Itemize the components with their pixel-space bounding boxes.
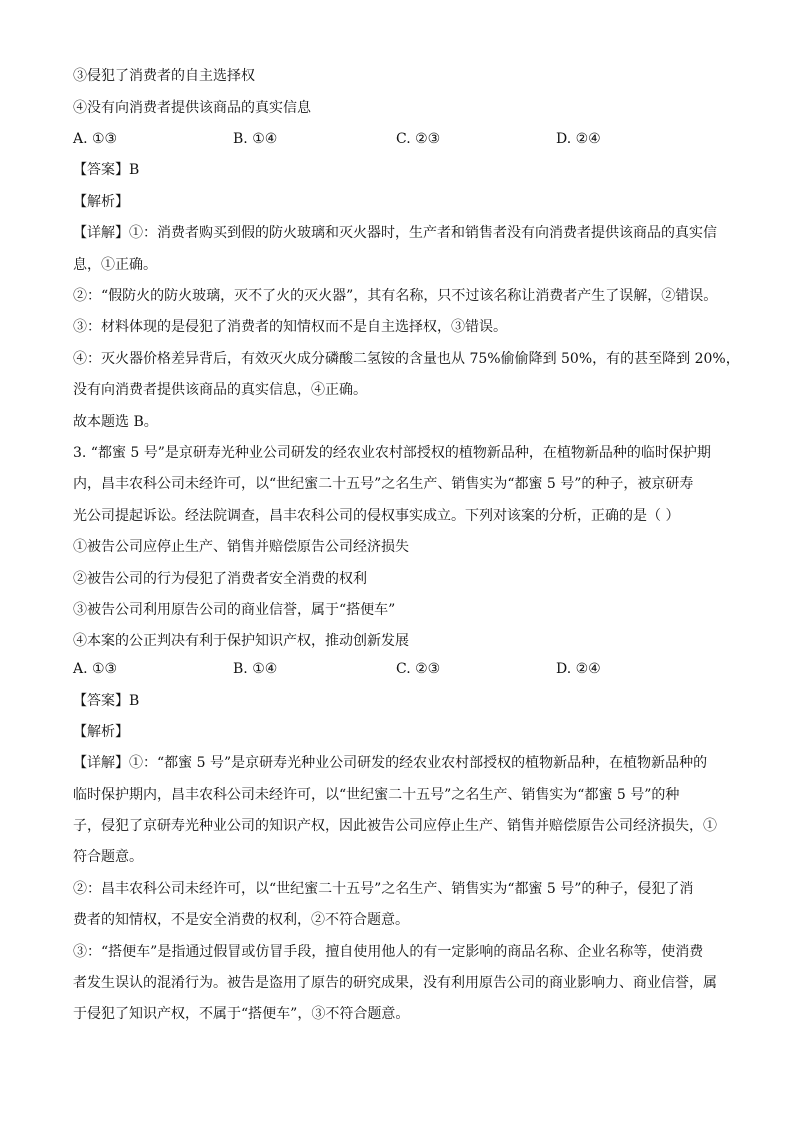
q2-option-3: ③侵犯了消费者的自主选择权	[73, 68, 255, 84]
q2-answer: 【答案】B	[73, 162, 140, 178]
q3-detail-line: ③：“搭便车”是指通过假冒或仿冒手段，擅自使用他人的有一定影响的商品名称、企业名称等，使消费	[73, 944, 704, 960]
q3-choice-c: C. ②③	[396, 661, 441, 677]
q3-analysis-label: 【解析】	[73, 724, 129, 740]
q3-detail-line: 【详解】①：“都蜜 5 号”是京研寿光种业公司研发的经农业农村部授权的植物新品种，在植物新品种的	[73, 755, 708, 771]
q2-option-4: ④没有向消费者提供该商品的真实信息	[73, 100, 311, 116]
q3-stem-line: 内，昌丰农科公司未经许可，以“世纪蜜二十五号”之名生产、销售实为“都蜜 5 号”的种子，被京研寿	[73, 476, 694, 492]
q3-choice-d: D. ②④	[556, 661, 601, 677]
q3-answer: 【答案】B	[73, 693, 140, 709]
q3-detail-line: ②：昌丰农科公司未经许可，以“世纪蜜二十五号”之名生产、销售实为“都蜜 5 号”的种子，侵犯了消	[73, 881, 694, 897]
q2-choice-d: D. ②④	[556, 131, 601, 147]
q3-choice-b: B. ①④	[233, 661, 278, 677]
q2-analysis-label: 【解析】	[73, 194, 129, 210]
q3-stem-line: 3. “都蜜 5 号”是京研寿光种业公司研发的经农业农村部授权的植物新品种，在植物新品种的临时保护期	[73, 445, 711, 461]
q3-option-2: ②被告公司的行为侵犯了消费者安全消费的权利	[73, 571, 367, 587]
q3-detail-line: 于侵犯了知识产权，不属于“搭便车”，③不符合题意。	[73, 1006, 410, 1022]
q2-detail-line: ③：材料体现的是侵犯了消费者的知情权而不是自主选择权，③错误。	[73, 319, 507, 335]
q3-detail-line: 临时保护期内，昌丰农科公司未经许可，以“世纪蜜二十五号”之名生产、销售实为“都蜜 5 号”的种	[73, 787, 680, 803]
q2-detail-line: 没有向消费者提供该商品的真实信息，④正确。	[73, 382, 367, 398]
q2-detail-line: 【详解】①：消费者购买到假的防火玻璃和灭火器时，生产者和销售者没有向消费者提供该商品的真实信	[73, 225, 717, 241]
q2-choice-b: B. ①④	[233, 131, 278, 147]
q3-option-1: ①被告公司应停止生产、销售并赔偿原告公司经济损失	[73, 539, 409, 555]
q2-choice-c: C. ②③	[396, 131, 441, 147]
q3-detail-line: 费者的知情权，不是安全消费的权利，②不符合题意。	[73, 912, 409, 928]
q3-option-3: ③被告公司利用原告公司的商业信誉，属于“搭便车”	[73, 602, 396, 618]
q3-choice-a: A. ①③	[73, 661, 118, 677]
q2-detail-line: ④：灭火器价格差异背后，有效灭火成分磷酸二氢铵的含量也从 75%偷偷降到 50%，有的甚至降到 20%，	[73, 351, 740, 367]
q3-detail-line: 符合题意。	[73, 849, 143, 865]
q2-detail-line: 故本题选 B。	[73, 414, 158, 430]
q3-detail-line: 者发生误认的混淆行为。被告是盗用了原告的研究成果，没有利用原告公司的商业影响力、商业信誉，属	[73, 975, 717, 991]
q3-option-4: ④本案的公正判决有利于保护知识产权，推动创新发展	[73, 633, 409, 649]
q2-choice-a: A. ①③	[73, 131, 118, 147]
q3-stem-line: 光公司提起诉讼。经法院调查，昌丰农科公司的侵权事实成立。下列对该案的分析，正确的是（ ）	[73, 508, 680, 524]
q3-detail-line: 子，侵犯了京研寿光种业公司的知识产权，因此被告公司应停止生产、销售并赔偿原告公司经济损失，①	[73, 818, 717, 834]
q2-detail-line: ②：“假防火的防火玻璃，灭不了火的灭火器”，其有名称，只不过该名称让消费者产生了误解，②错误。	[73, 288, 718, 304]
q2-detail-line: 息，①正确。	[73, 257, 157, 273]
